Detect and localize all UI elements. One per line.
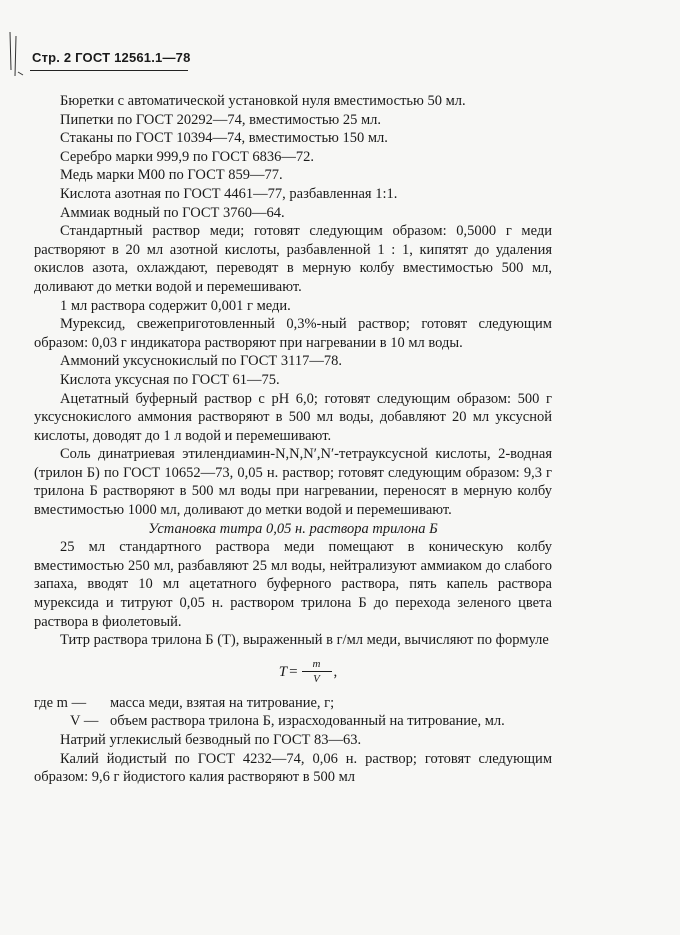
paragraph: Кислота уксусная по ГОСТ 61—75. <box>60 371 280 388</box>
formula-numerator: m <box>312 658 321 671</box>
paragraph: Мурексид, свежеприготовленный 0,3%-ный раствор; готовят следующим образом: 0,03 г индикатора растворяют при нагревании в 10 мл воды. <box>34 316 552 351</box>
legend-row <box>34 712 552 731</box>
header-rule <box>30 70 188 71</box>
formula-denominator: V <box>313 673 320 686</box>
section-heading: Установка титра 0,05 н. раствора трилона Б <box>148 520 438 537</box>
legend-text: объем раствора трилона Б, израсходованный на титрование, мл. <box>110 713 505 730</box>
paragraph: Титр раствора трилона Б (Т), выраженный в г/мл меди, вычисляют по формуле <box>60 632 549 649</box>
paragraph: Аммиак водный по ГОСТ 3760—64. <box>60 204 285 221</box>
paragraph: Стандартный раствор меди; готовят следующим образом: 0,5000 г меди растворяют в 20 мл азотной кислоты, разбавленной 1 : 1, кипятят до удаления окислов азота, охлаждают, переводят в мерную колбу вместимостью 500 мл, доливают до метки водой и перемешивают. <box>34 223 552 295</box>
paragraph: Кислота азотная по ГОСТ 4461—77, разбавленная 1:1. <box>60 185 398 202</box>
paragraph: Пипетки по ГОСТ 20292—74, вместимостью 25 мл. <box>60 111 382 128</box>
paragraph: 25 мл стандартного раствора меди помещают в коническую колбу вместимостью 250 мл, разбавляют 25 мл воды, нейтрализуют аммиаком до слабого запаха, вводят 10 мл ацетатного буферного раствора, пять капель раствора мурексида и титруют 0,05 н. раствором трилона Б до перехода зеленого цвета раствора в фиолетовый. <box>34 539 552 630</box>
formula-tail: , <box>333 663 338 680</box>
paragraph: Ацетатный буферный раствор с рН 6,0; готовят следующим образом: 500 г уксуснокислого аммония растворяют в 500 мл воды, добавляют 20 мл уксусной кислоты, доводят до 1 л водой и перемешивают. <box>34 390 552 444</box>
paragraph: Соль динатриевая этилендиамин-N,N,N′,N′-тетрауксусной кислоты, 2-водная (трилон Б) по ГОСТ 10652—73, 0,05 н. раствор; готовят следующим образом: 9,3 г трилона Б растворяют в 500 мл воды при нагревании, переносят в мерную колбу вместимостью 1000 мл, доливают до метки водой и перемешивают. <box>34 446 552 519</box>
paragraph: Серебро марки 999,9 по ГОСТ 6836—72. <box>60 148 314 165</box>
paragraph: Медь марки М00 по ГОСТ 859—77. <box>60 167 283 184</box>
document-body <box>34 92 552 787</box>
margin-scribble-icon <box>6 30 26 80</box>
paragraph: 1 мл раствора содержит 0,001 г меди. <box>60 297 291 314</box>
titer-formula <box>64 652 552 692</box>
legend-label: где m — <box>34 694 87 711</box>
legend-text: масса меди, взятая на титрование, г; <box>110 694 335 711</box>
paragraph: Стаканы по ГОСТ 10394—74, вместимостью 150 мл. <box>60 130 388 147</box>
paragraph: Калий йодистый по ГОСТ 4232—74, 0,06 н. раствор; готовят следующим образом: 9,6 г йодистого калия растворяют в 500 мл <box>34 750 552 786</box>
formula-equals: = <box>289 663 298 680</box>
fraction-bar <box>302 671 332 672</box>
paragraph: Бюретки с автоматической установкой нуля вместимостью 50 мл. <box>60 93 466 109</box>
formula-lhs: T <box>278 663 288 680</box>
page-header: Стр. 2 ГОСТ 12561.1—78 <box>32 50 191 65</box>
paragraph: Натрий углекислый безводный по ГОСТ 83—63. <box>60 732 362 748</box>
legend-row <box>34 694 552 713</box>
formula-fraction <box>302 658 332 685</box>
legend-label: V — <box>70 713 99 730</box>
paragraph: Аммоний уксуснокислый по ГОСТ 3117—78. <box>60 353 342 370</box>
